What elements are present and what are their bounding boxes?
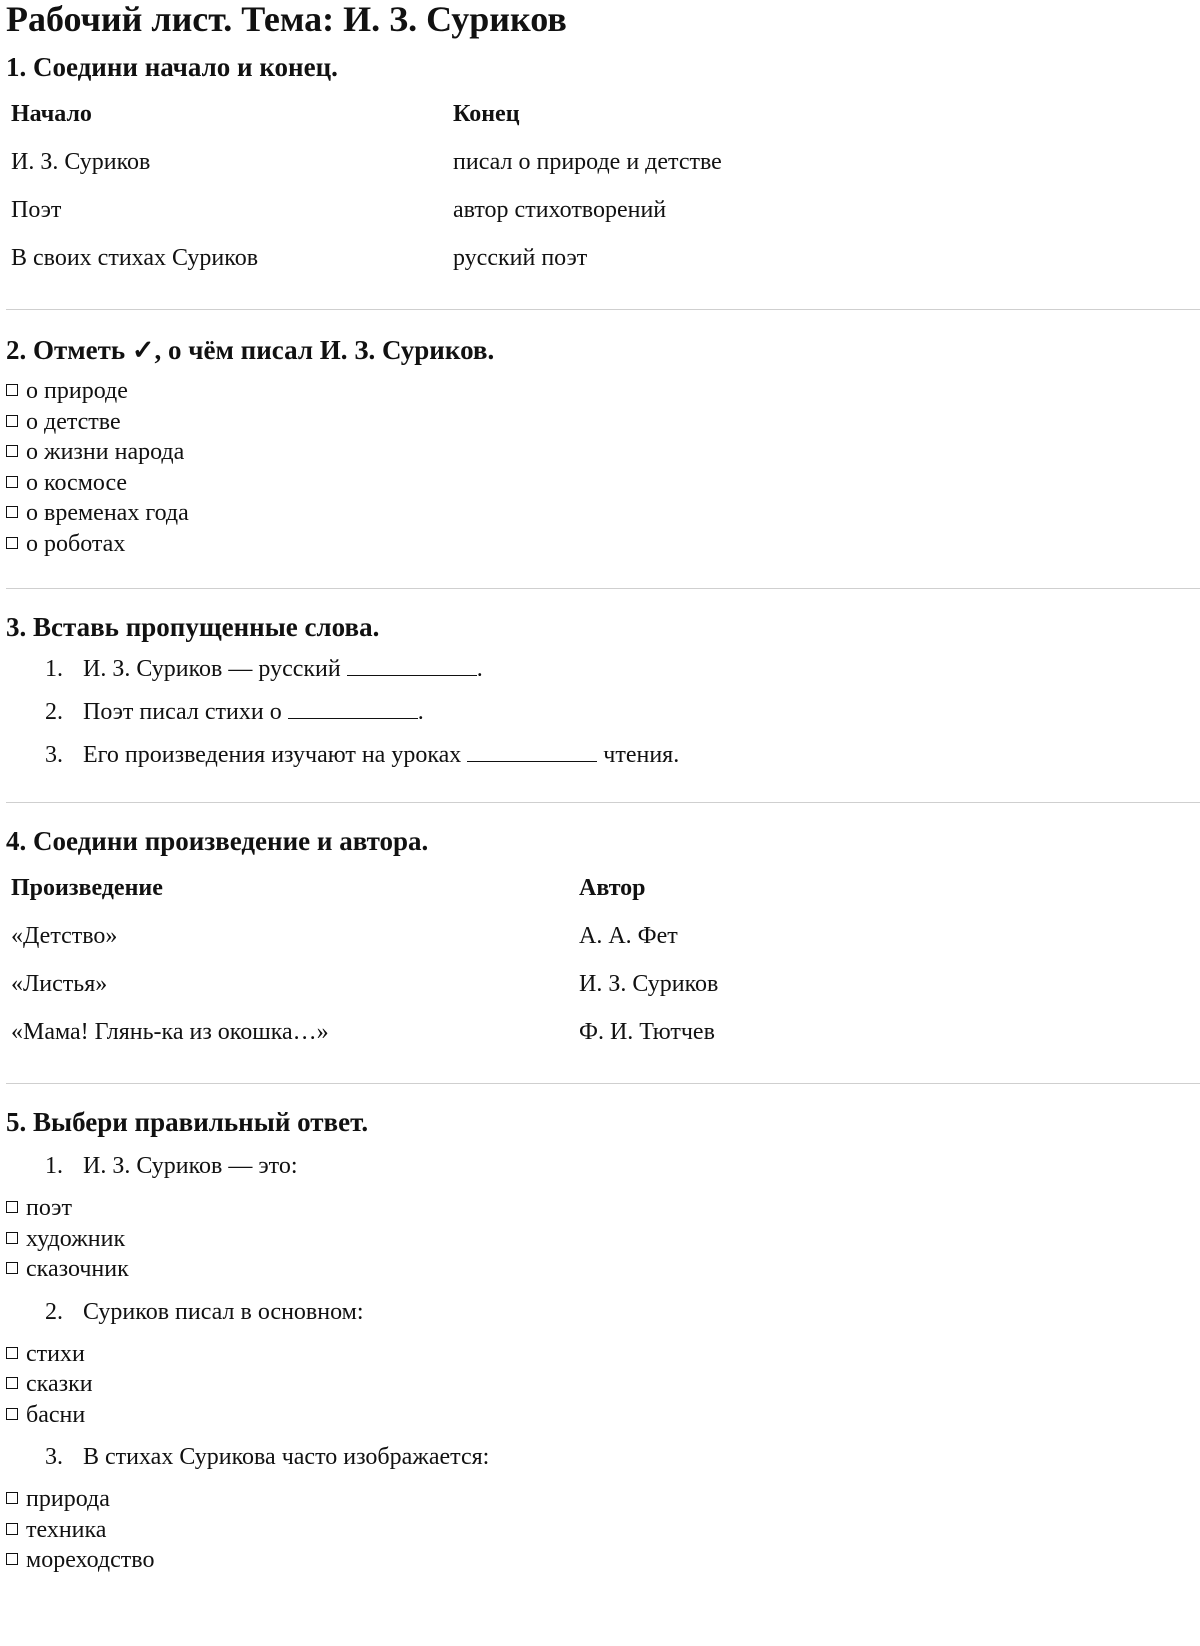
task-3 — [6, 611, 1194, 770]
task-2 — [6, 334, 1194, 559]
checkbox-icon[interactable] — [6, 1492, 18, 1504]
task-3-item: 3. Его произведения изучают на уроках чтения. — [6, 739, 1194, 770]
divider-2 — [6, 588, 1200, 589]
task-5-option[interactable]: басни — [6, 1400, 1194, 1431]
task-4-left-3: «Мама! Глянь-ка из окошка…» — [11, 1019, 329, 1045]
checkbox-icon[interactable] — [6, 1553, 18, 1565]
task-3-item: 2. Поэт писал стихи о . — [6, 696, 1194, 727]
task-4 — [6, 825, 1194, 1047]
task-1-table — [6, 99, 1194, 273]
task-2-option[interactable]: о природе — [6, 376, 1194, 407]
checkbox-icon[interactable] — [6, 537, 18, 549]
task-1-right-3: русский поэт — [453, 245, 588, 271]
answer-blank[interactable] — [347, 653, 477, 676]
task-5-option[interactable]: природа — [6, 1484, 1194, 1515]
task-5-option[interactable]: мореходство — [6, 1545, 1194, 1576]
checkbox-icon[interactable] — [6, 1408, 18, 1420]
task-5-options — [6, 1484, 1194, 1576]
task-4-left-2: «Листья» — [11, 971, 108, 997]
task-1-left-3: В своих стихах Суриков — [11, 245, 259, 271]
task-1-col-left: Начало — [11, 101, 92, 127]
task-5-option[interactable]: сказки — [6, 1369, 1194, 1400]
task-1-col-right: Конец — [453, 101, 520, 127]
page-title: Рабочий лист. Тема: И. З. Суриков — [6, 0, 567, 39]
task-1-right-2: автор стихотворений — [453, 197, 667, 223]
task-2-option[interactable]: о роботах — [6, 529, 1194, 560]
task-4-right-3: Ф. И. Тютчев — [579, 1019, 715, 1045]
checkbox-icon[interactable] — [6, 1201, 18, 1213]
task-1 — [6, 51, 1194, 273]
task-4-right-2: И. З. Суриков — [579, 971, 719, 997]
task-5-option[interactable]: художник — [6, 1224, 1194, 1255]
task-3-list — [6, 653, 1194, 770]
task-5-option[interactable]: техника — [6, 1515, 1194, 1546]
task-3-heading: 3. Вставь пропущенные слова. — [6, 612, 380, 642]
task-4-table — [6, 873, 1194, 1047]
task-1-left-2: Поэт — [11, 197, 62, 223]
task-5-option[interactable]: сказочник — [6, 1254, 1194, 1285]
task-3-item: 1. И. З. Суриков — русский . — [6, 653, 1194, 684]
divider-4 — [6, 1083, 1200, 1084]
task-2-option[interactable]: о космосе — [6, 468, 1194, 499]
task-1-heading: 1. Соедини начало и конец. — [6, 52, 338, 82]
task-5-question: 1. И. З. Суриков — это: — [45, 1153, 298, 1179]
task-4-heading: 4. Соедини произведение и автора. — [6, 826, 429, 856]
checkbox-icon[interactable] — [6, 445, 18, 457]
task-1-right-1: писал о природе и детстве — [453, 149, 722, 175]
task-5-options — [6, 1339, 1194, 1431]
task-4-right-1: А. А. Фет — [579, 923, 678, 949]
checkbox-icon[interactable] — [6, 1347, 18, 1359]
task-5 — [6, 1106, 1194, 1576]
task-5-options — [6, 1193, 1194, 1285]
task-2-option[interactable]: о временах года — [6, 498, 1194, 529]
divider-3 — [6, 802, 1200, 803]
task-5-heading: 5. Выбери правильный ответ. — [6, 1107, 369, 1137]
answer-blank[interactable] — [467, 739, 597, 762]
checkbox-icon[interactable] — [6, 476, 18, 488]
task-4-col-right: Автор — [579, 875, 646, 901]
checkbox-icon[interactable] — [6, 1377, 18, 1389]
checkbox-icon[interactable] — [6, 415, 18, 427]
divider-1 — [6, 309, 1200, 310]
task-4-col-left: Произведение — [11, 875, 163, 901]
task-2-options — [6, 376, 1194, 559]
checkbox-icon[interactable] — [6, 1262, 18, 1274]
checkbox-icon[interactable] — [6, 506, 18, 518]
task-2-option[interactable]: о жизни народа — [6, 437, 1194, 468]
task-2-option[interactable]: о детстве — [6, 407, 1194, 438]
task-5-question: 2. Суриков писал в основном: — [45, 1298, 364, 1325]
checkbox-icon[interactable] — [6, 1523, 18, 1535]
checkbox-icon[interactable] — [6, 1232, 18, 1244]
task-5-question: 3. В стихах Сурикова часто изображается: — [45, 1444, 490, 1470]
task-5-option[interactable]: стихи — [6, 1339, 1194, 1370]
task-4-left-1: «Детство» — [11, 923, 118, 949]
task-1-left-1: И. З. Суриков — [11, 149, 151, 175]
checkbox-icon[interactable] — [6, 384, 18, 396]
task-2-heading: 2. Отметь ✓, о чём писал И. З. Суриков. — [6, 335, 495, 365]
task-5-option[interactable]: поэт — [6, 1193, 1194, 1224]
answer-blank[interactable] — [288, 696, 418, 719]
